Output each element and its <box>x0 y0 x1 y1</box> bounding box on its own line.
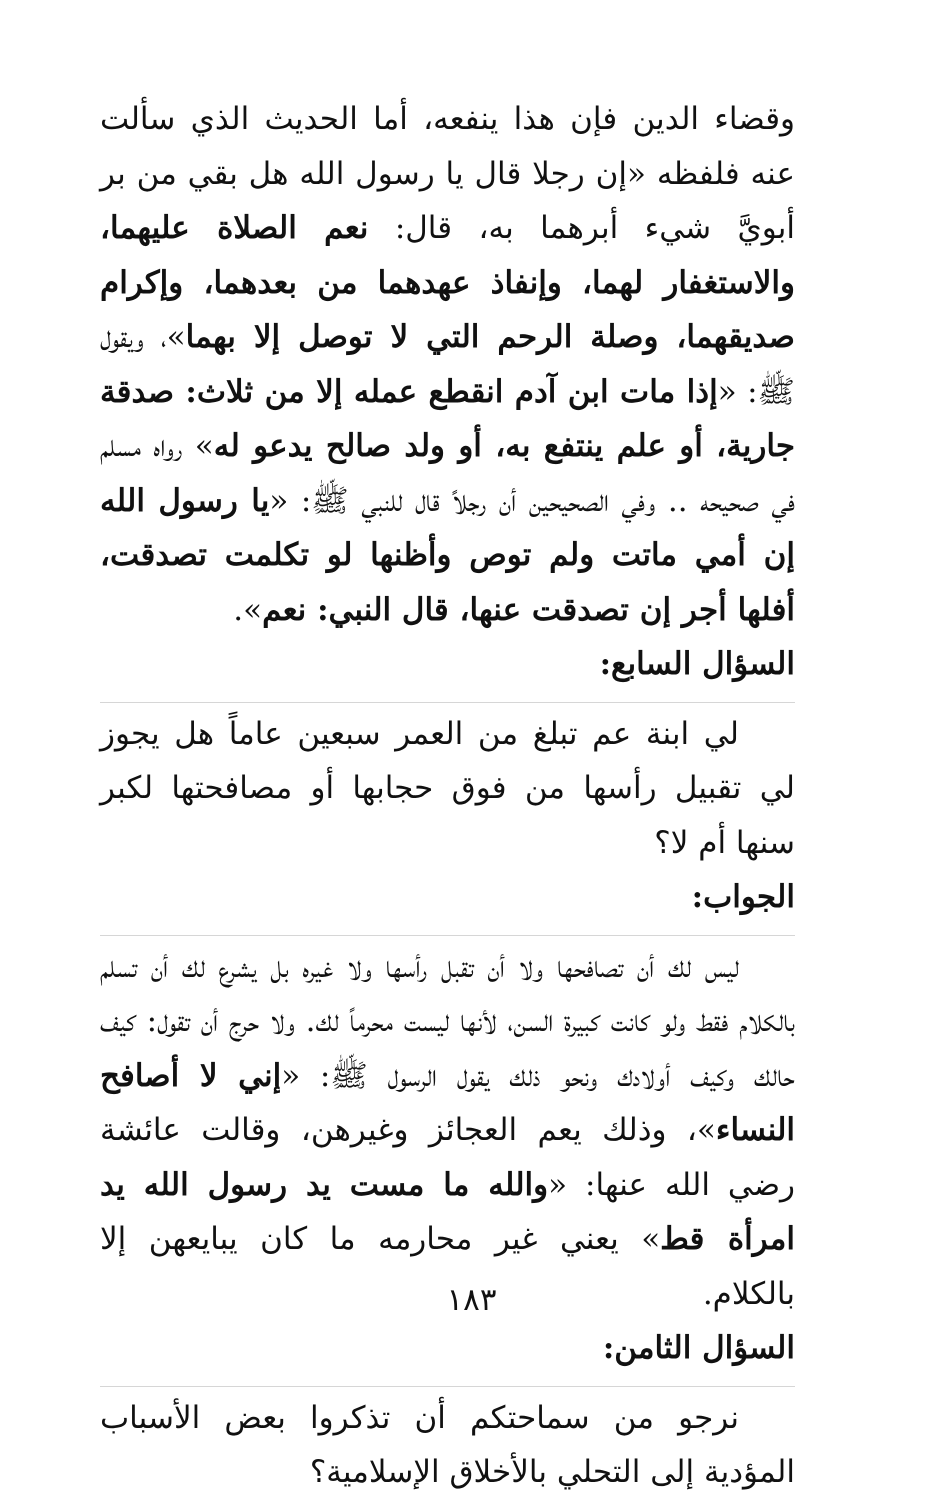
answer-continuation-paragraph <box>100 92 795 637</box>
page-number: ١٨٣ <box>446 1282 497 1318</box>
text-run: » يعني غير محارمه ما كان يبايعهن إلا بالكلام. <box>100 1221 795 1312</box>
text-run: ». <box>233 591 263 628</box>
hadith-quote-bold: يا رسول الله إن أمي ماتت ولم توص وأظنها لو تكلمت تصدقت، أفلها أجر إن تصدقت عنها، قال النبي: نعم <box>100 482 795 628</box>
section-divider <box>100 702 795 703</box>
section-divider <box>100 935 795 936</box>
text-run: وقضاء الدين فإن هذا ينفعه، أما الحديث الذي سألت عنه فلفظه «إن رجلا قال يا رسول الله هل بقي من بر أبويَّ شيء أبرهما به، قال: <box>100 101 795 246</box>
text-run: ليس لك أن تصافحها ولا أن تقبل رأسها ولا غيره بل يشرع لك أن تسلم بالكلام فقط ولو كانت كبيرة السن، لأنها ليست محرماً لك. ولا حرج أن تقول: كيف حالك وكيف أولادك ونحو ذلك يقول الرسول ﷺ: « <box>100 948 796 1094</box>
hadith-quote-bold: إذا مات ابن آدم انقطع عمله إلا من ثلاث: صدقة جارية، أو علم ينتفع به، أو ولد صالح يدعو له <box>100 373 795 464</box>
question-7-heading: السؤال السابع: <box>599 646 795 682</box>
question-8-heading: السؤال الثامن: <box>602 1330 795 1366</box>
answer-7-paragraph <box>100 940 795 1322</box>
text-run: »، وذلك يعم العجائز وغيرهن، وقالت عائشة رضي الله عنها: « <box>100 1112 795 1203</box>
text-run: »، ويقول ﷺ: « <box>100 319 796 410</box>
section-divider <box>100 1386 795 1387</box>
question-7-text: لي ابنة عم تبلغ من العمر سبعين عاماً هل يجوز لي تقبيل رأسها من فوق حجابها أو مصافحتها لكبر سنها أم لا؟ <box>100 715 795 861</box>
answer-7-heading: الجواب: <box>691 879 795 915</box>
hadith-quote-bold: إني لا أصافح النساء <box>100 1057 795 1148</box>
hadith-quote-bold: والله ما مست يد رسول الله يد امرأة قط <box>100 1166 796 1257</box>
question-8-text: نرجو من سماحتكم أن تذكروا بعض الأسباب المؤدية إلى التحلي بالأخلاق الإسلامية؟ <box>100 1399 795 1490</box>
text-run: » رواه مسلم في صحيحه .. وفي الصحيحين أن رجلاً قال للنبي ﷺ: « <box>100 428 795 519</box>
hadith-quote-bold: نعم الصلاة عليهما، والاستغفار لهما، وإنفاذ عهدهما من بعدهما، وإكرام صديقهما، وصلة الرحم التي لا توصل إلا بهما <box>100 210 795 355</box>
